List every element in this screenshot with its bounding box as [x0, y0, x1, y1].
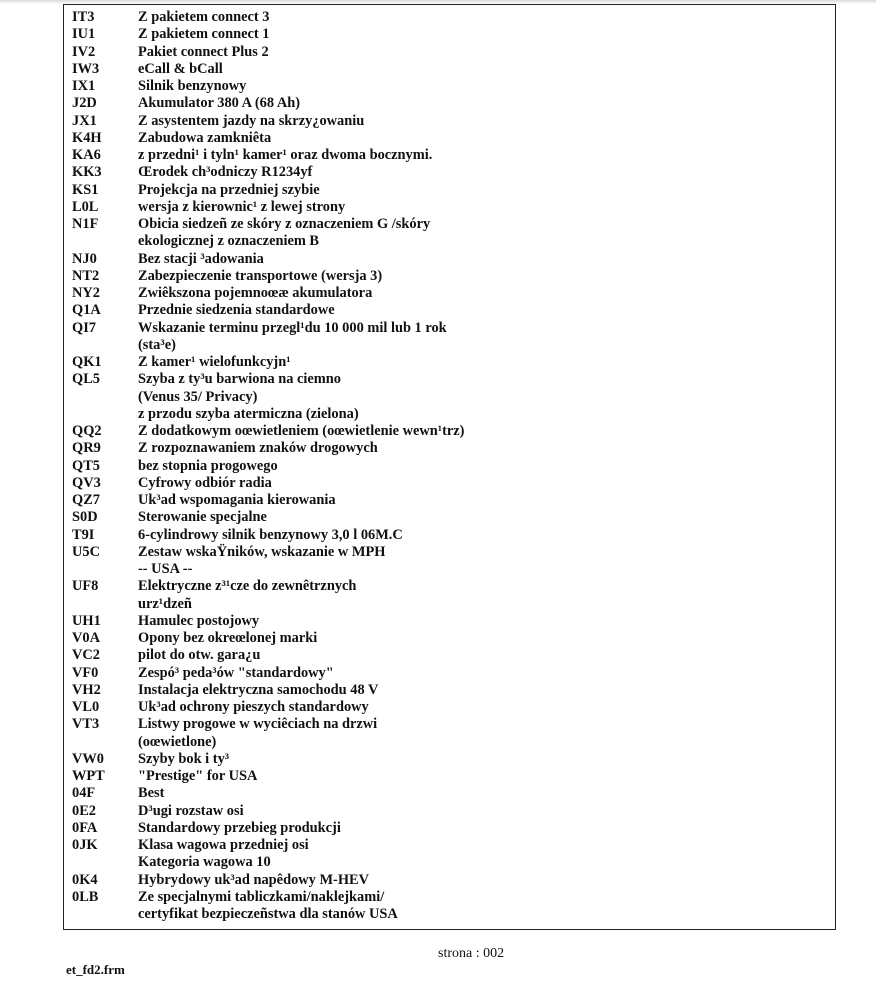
- option-description: Z kamer¹ wielofunkcyjn¹: [138, 354, 291, 370]
- option-code: IW3: [72, 60, 100, 77]
- option-description: Hybrydowy uk³ad napêdowy M-HEV: [138, 871, 370, 888]
- option-code: QK1: [72, 354, 102, 370]
- list-item: [72, 251, 827, 268]
- option-code: L0L: [72, 198, 99, 215]
- option-code: WPT: [72, 768, 105, 784]
- list-item: [72, 682, 827, 699]
- option-code: IX1: [72, 78, 96, 94]
- list-item: [72, 233, 827, 250]
- option-code: 0FA: [72, 819, 98, 836]
- option-code: NJ0: [72, 250, 97, 267]
- list-item: [72, 889, 827, 906]
- option-code: VF0: [72, 664, 99, 681]
- option-code: QT5: [72, 457, 100, 474]
- option-code: KA6: [72, 147, 101, 163]
- option-code: N1F: [72, 216, 99, 232]
- option-code: VW0: [72, 750, 104, 767]
- list-item: [72, 423, 827, 440]
- list-item: [72, 785, 827, 802]
- list-item: [72, 9, 827, 26]
- list-item: [72, 613, 827, 630]
- option-description: Obicia siedzeñ ze skóry z oznaczeniem G /skóry: [138, 216, 431, 232]
- option-description: (Venus 35/ Privacy): [138, 388, 258, 405]
- list-item: [72, 630, 827, 647]
- option-description: Wskazanie terminu przegl¹du 10 000 mil lub 1 rok: [138, 319, 447, 336]
- option-code: V0A: [72, 630, 100, 646]
- list-item: [72, 440, 827, 457]
- list-item: [72, 371, 827, 388]
- option-description: Best: [138, 785, 165, 802]
- option-code: [72, 337, 138, 354]
- option-code: [72, 561, 138, 578]
- option-code: KK3: [72, 164, 102, 181]
- option-code: 0K4: [72, 871, 98, 888]
- option-description: z przedni¹ i tyln¹ kamer¹ oraz dwoma bocznymi.: [138, 147, 433, 163]
- option-code: [72, 734, 138, 751]
- list-item: [72, 578, 827, 595]
- option-description: Z asystentem jazdy na skrzy¿owaniu: [138, 112, 365, 129]
- option-description: -- USA --: [138, 561, 193, 577]
- option-description: (sta³e): [138, 336, 176, 353]
- option-description: (oœwietlone): [138, 733, 217, 750]
- option-code: [72, 389, 138, 406]
- option-code: VL0: [72, 699, 100, 715]
- option-description: Z rozpoznawaniem znaków drogowych: [138, 440, 378, 457]
- list-item: [72, 61, 827, 78]
- list-item: [72, 492, 827, 509]
- list-item: [72, 147, 827, 164]
- option-code: IT3: [72, 9, 95, 25]
- list-item: [72, 803, 827, 820]
- option-description: urz¹dzeñ: [138, 595, 192, 612]
- list-item: [72, 268, 827, 285]
- option-code: K4H: [72, 129, 102, 146]
- option-description: Projekcja na przedniej szybie: [138, 181, 320, 198]
- list-item: [72, 906, 827, 923]
- list-item: [72, 130, 827, 147]
- option-description: bez stopnia progowego: [138, 457, 278, 474]
- option-code: [72, 906, 138, 923]
- option-description: Silnik benzynowy: [138, 78, 247, 94]
- list-item: [72, 458, 827, 475]
- list-item: [72, 113, 827, 130]
- list-item: [72, 475, 827, 492]
- option-code: Q1A: [72, 302, 101, 319]
- option-description: wersja z kierownic¹ z lewej strony: [138, 198, 346, 215]
- option-code: QQ2: [72, 423, 102, 439]
- option-code: J2D: [72, 95, 97, 112]
- option-description: Przednie siedzenia standardowe: [138, 302, 335, 319]
- list-item: [72, 216, 827, 233]
- option-code: QL5: [72, 371, 100, 388]
- option-description: Standardowy przebieg produkcji: [138, 819, 341, 836]
- list-item: [72, 751, 827, 768]
- option-description: Listwy progowe w wyciêciach na drzwi: [138, 716, 378, 733]
- option-description: Bez stacji ³adowania: [138, 250, 264, 267]
- option-description: Szyba z ty³u barwiona na ciemno: [138, 371, 341, 388]
- option-code: NT2: [72, 267, 100, 284]
- option-code: JX1: [72, 112, 97, 129]
- option-description: D³ugi rozstaw osi: [138, 802, 244, 819]
- list-item: [72, 44, 827, 61]
- option-description: Kategoria wagowa 10: [138, 854, 271, 871]
- option-code: [72, 854, 138, 871]
- option-code: 0JK: [72, 837, 98, 853]
- list-item: [72, 182, 827, 199]
- list-item: [72, 561, 827, 578]
- option-code: S0D: [72, 509, 98, 526]
- option-code: U5C: [72, 543, 100, 560]
- option-description: Cyfrowy odbiór radia: [138, 474, 272, 491]
- option-description: 6-cylindrowy silnik benzynowy 3,0 l 06M.C: [138, 526, 403, 543]
- list-item: [72, 872, 827, 889]
- list-item: [72, 199, 827, 216]
- option-description: Z pakietem connect 1: [138, 26, 270, 43]
- option-description: Ze specjalnymi tabliczkami/naklejkami/: [138, 888, 385, 905]
- list-item: [72, 78, 827, 95]
- option-description: Zestaw wskaŸników, wskazanie w MPH: [138, 543, 386, 560]
- equipment-code-list: [63, 4, 836, 930]
- list-item: [72, 716, 827, 733]
- option-description: Pakiet connect Plus 2: [138, 43, 269, 60]
- option-code: VC2: [72, 647, 100, 664]
- option-code: [72, 596, 138, 613]
- option-description: pilot do otw. gara¿u: [138, 647, 261, 664]
- list-item: [72, 768, 827, 785]
- list-item: [72, 164, 827, 181]
- option-description: Z dodatkowym oœwietleniem (oœwietlenie wewn¹trz): [138, 423, 465, 439]
- option-description: Sterowanie specjalne: [138, 509, 267, 526]
- list-item: [72, 337, 827, 354]
- footer-file-name: et_fd2.frm: [66, 962, 125, 977]
- option-description: Zabezpieczenie transportowe (wersja 3): [138, 267, 383, 284]
- list-item: [72, 320, 827, 337]
- option-description: Zespó³ peda³ów "standardowy": [138, 664, 334, 681]
- list-item: [72, 509, 827, 526]
- option-code: 0E2: [72, 802, 96, 819]
- list-item: [72, 406, 827, 423]
- option-code: UF8: [72, 578, 99, 595]
- option-code: KS1: [72, 181, 99, 198]
- page-number: strona : 002: [438, 946, 505, 961]
- list-item: [72, 820, 827, 837]
- list-item: [72, 527, 827, 544]
- list-item: [72, 544, 827, 561]
- option-description: Elektryczne z³¹cze do zewnêtrznych: [138, 578, 357, 595]
- option-description: Akumulator 380 A (68 Ah): [138, 95, 301, 112]
- option-code: QI7: [72, 319, 96, 336]
- option-code: VH2: [72, 681, 101, 698]
- option-code: IU1: [72, 26, 96, 43]
- option-description: Œrodek ch³odniczy R1234yf: [138, 164, 313, 181]
- option-description: z przodu szyba atermiczna (zielona): [138, 405, 359, 422]
- list-item: [72, 665, 827, 682]
- list-item: [72, 302, 827, 319]
- option-code: [72, 406, 138, 423]
- code-rows: [72, 9, 827, 923]
- list-item: [72, 596, 827, 613]
- option-code: QZ7: [72, 492, 100, 508]
- list-item: [72, 647, 827, 664]
- list-item: [72, 285, 827, 302]
- option-code: [72, 233, 138, 250]
- list-item: [72, 389, 827, 406]
- option-code: 04F: [72, 785, 96, 802]
- option-description: Z pakietem connect 3: [138, 9, 270, 25]
- option-description: "Prestige" for USA: [138, 768, 258, 784]
- option-description: Instalacja elektryczna samochodu 48 V: [138, 681, 379, 698]
- option-code: QV3: [72, 474, 101, 491]
- option-code: NY2: [72, 285, 100, 301]
- list-item: [72, 837, 827, 854]
- option-description: Uk³ad ochrony pieszych standardowy: [138, 699, 369, 715]
- option-code: VT3: [72, 716, 100, 733]
- option-description: ekologicznej z oznaczeniem B: [138, 233, 320, 250]
- option-code: UH1: [72, 612, 101, 629]
- list-item: [72, 699, 827, 716]
- option-code: T9I: [72, 526, 95, 543]
- option-description: Zabudowa zamkniêta: [138, 129, 272, 146]
- list-item: [72, 26, 827, 43]
- option-description: Szyby bok i ty³: [138, 750, 230, 767]
- option-description: Klasa wagowa przedniej osi: [138, 837, 309, 853]
- list-item: [72, 354, 827, 371]
- option-code: IV2: [72, 43, 96, 60]
- option-description: Hamulec postojowy: [138, 612, 260, 629]
- list-item: [72, 854, 827, 871]
- option-code: 0LB: [72, 888, 99, 905]
- list-item: [72, 734, 827, 751]
- option-description: certyfikat bezpieczeñstwa dla stanów USA: [138, 906, 398, 922]
- option-description: Opony bez okreœlonej marki: [138, 630, 318, 646]
- list-item: [72, 95, 827, 112]
- option-description: Zwiêkszona pojemnoœæ akumulatora: [138, 285, 373, 301]
- option-code: QR9: [72, 440, 101, 457]
- option-description: Uk³ad wspomagania kierowania: [138, 492, 336, 508]
- option-description: eCall & bCall: [138, 60, 223, 77]
